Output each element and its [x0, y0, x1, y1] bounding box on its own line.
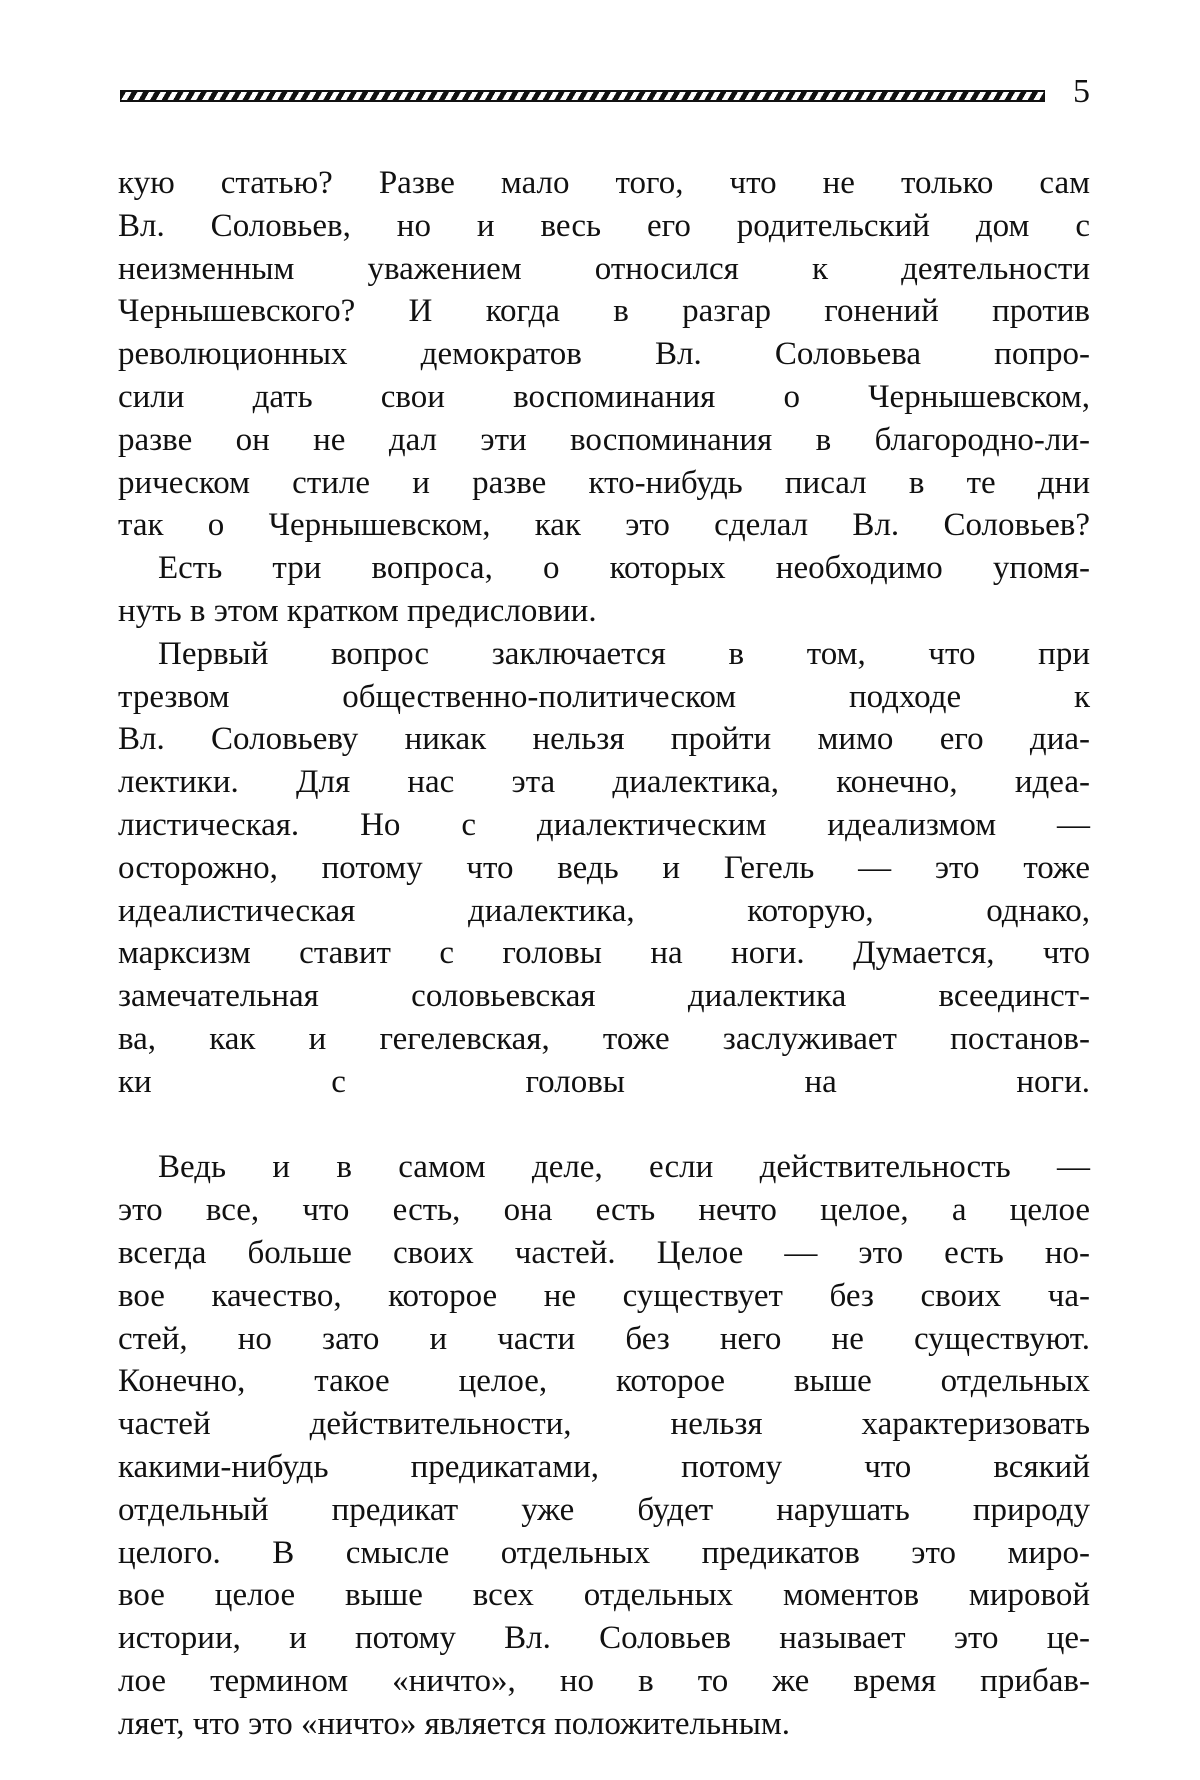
text-line: отдельный предикат уже будет нарушать природу — [118, 1491, 1090, 1528]
text-line: Ведь и в самом деле, если действительность — — [158, 1149, 1090, 1186]
text-line: стей, но зато и части без него не существуют. — [118, 1320, 1090, 1357]
header-ornament-rule — [120, 90, 1045, 102]
text-line: рическом стиле и разве кто-нибудь писал в те дни — [118, 464, 1090, 501]
page-header — [120, 73, 1090, 110]
text-line: нуть в этом кратком предисловии. — [118, 592, 597, 629]
text-line: сили дать свои воспоминания о Чернышевском, — [118, 378, 1090, 415]
text-line: лое термином «ничто», но в то же время прибав- — [118, 1662, 1090, 1699]
text-line: частей действительности, нельзя характеризовать — [118, 1406, 1090, 1443]
paragraph — [118, 547, 1090, 633]
text-line: лектики. Для нас эта диалектика, конечно, идеа- — [118, 764, 1090, 801]
text-line: Первый вопрос заключается в том, что при — [158, 635, 1090, 672]
paragraph — [118, 162, 1090, 547]
text-line: вое целое выше всех отдельных моментов мировой — [118, 1577, 1090, 1614]
page-number: 5 — [1073, 73, 1090, 110]
text-line: Вл. Соловьеву никак нельзя пройти мимо его диа- — [118, 721, 1090, 758]
text-line: ляет, что это «ничто» является положительным. — [118, 1705, 791, 1742]
text-line: ки с головы на ноги. — [118, 1063, 1090, 1100]
paragraph — [118, 633, 1090, 1147]
paragraph — [118, 1146, 1090, 1745]
text-line: ва, как и гегелевская, тоже заслуживает постанов- — [118, 1020, 1090, 1057]
text-line: вое качество, которое не существует без своих ча- — [118, 1277, 1090, 1314]
text-line: замечательная соловьевская диалектика всеединст- — [118, 978, 1090, 1015]
text-line: целого. В смысле отдельных предикатов это миро- — [118, 1534, 1090, 1571]
text-line: неизменным уважением относился к деятельности — [118, 250, 1090, 287]
text-line: Конечно, такое целое, которое выше отдельных — [118, 1363, 1090, 1400]
text-line: кую статью? Разве мало того, что не только сам — [118, 165, 1090, 201]
text-line: какими-нибудь предикатами, потому что всякий — [118, 1448, 1090, 1485]
text-line: листическая. Но с диалектическим идеализмом — — [118, 806, 1090, 843]
text-line: истории, и потому Вл. Соловьев называет это це- — [118, 1620, 1090, 1657]
text-line: Чернышевского? И когда в разгар гонений против — [118, 293, 1090, 330]
text-line: разве он не дал эти воспоминания в благородно-ли- — [118, 421, 1090, 458]
text-line: осторожно, потому что ведь и Гегель — это тоже — [118, 849, 1090, 886]
text-line: это все, что есть, она есть нечто целое, а целое — [118, 1192, 1090, 1229]
text-line: Есть три вопроса, о которых необходимо упомя- — [158, 550, 1090, 587]
text-line: революционных демократов Вл. Соловьева попро- — [118, 336, 1090, 373]
text-line: трезвом общественно-политическом подходе к — [118, 678, 1090, 715]
text-line: Вл. Соловьев, но и весь его родительский дом с — [118, 207, 1090, 244]
text-line: идеалистическая диалектика, которую, однако, — [118, 892, 1090, 929]
text-line: марксизм ставит с головы на ноги. Думается, что — [118, 935, 1090, 972]
text-line — [118, 1104, 1090, 1147]
text-line: так о Чернышевском, как это сделал Вл. Соловьев? — [118, 507, 1090, 544]
text-line: всегда больше своих частей. Целое — это есть но- — [118, 1234, 1090, 1271]
body-text — [118, 162, 1090, 1745]
